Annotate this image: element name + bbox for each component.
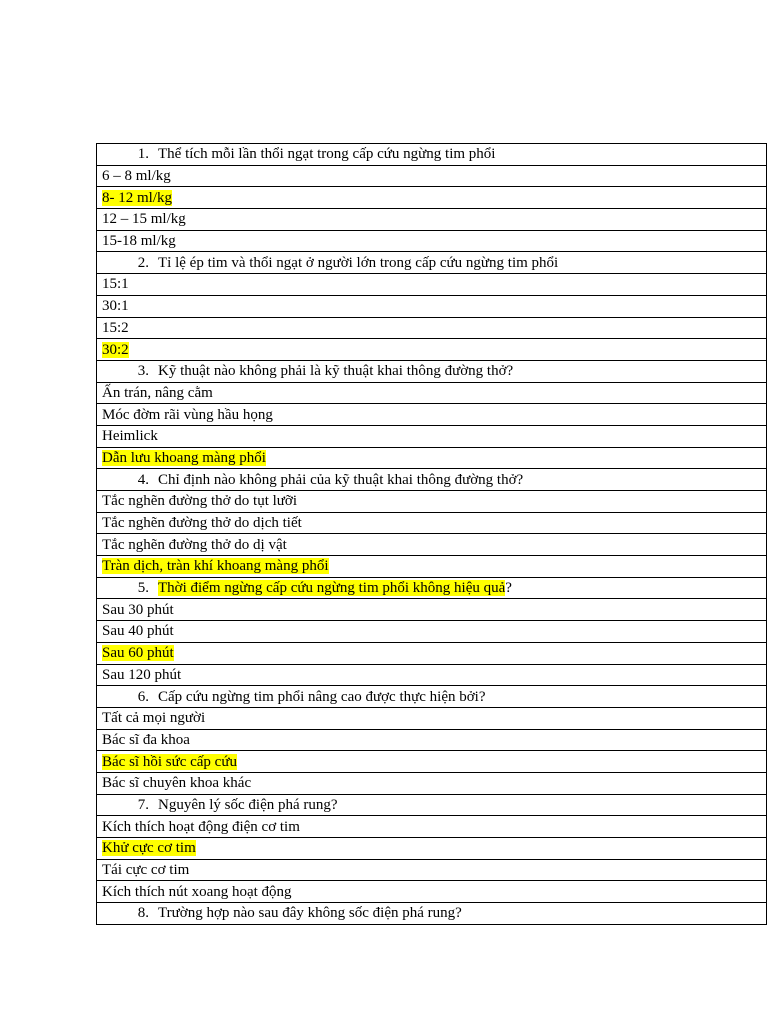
option-text: Kích thích hoạt động điện cơ tim bbox=[102, 818, 300, 835]
option-cell bbox=[97, 621, 767, 643]
quiz-table-body bbox=[97, 144, 767, 925]
option-cell bbox=[97, 295, 767, 317]
option-text: Sau 30 phút bbox=[102, 601, 174, 618]
question-number: 6. bbox=[137, 688, 149, 705]
option-row bbox=[97, 382, 767, 404]
option-text: Bác sĩ đa khoa bbox=[102, 731, 190, 748]
question-text: Thời điểm ngừng cấp cứu ngừng tim phổi không hiệu quả bbox=[158, 580, 506, 597]
question-number: 1. bbox=[137, 146, 149, 163]
question-number: 8. bbox=[137, 905, 149, 922]
option-row bbox=[97, 209, 767, 231]
question-number: 7. bbox=[137, 796, 149, 813]
question-text: Chỉ định nào không phải của kỹ thuật khai thông đường thở? bbox=[158, 471, 524, 488]
option-cell bbox=[97, 317, 767, 339]
option-row bbox=[97, 165, 767, 187]
question-cell bbox=[97, 252, 767, 274]
answer-option-text: Khử cực cơ tim bbox=[102, 840, 196, 857]
quiz-table bbox=[96, 143, 767, 925]
question-cell bbox=[97, 577, 767, 599]
question-cell bbox=[97, 794, 767, 816]
question-text: Nguyên lý sốc điện phá rung? bbox=[158, 796, 338, 813]
question-row bbox=[97, 577, 767, 599]
option-cell bbox=[97, 447, 767, 469]
answer-option-text: 8- 12 ml/kg bbox=[102, 189, 172, 206]
option-cell bbox=[97, 425, 767, 447]
option-cell bbox=[97, 165, 767, 187]
question-row bbox=[97, 360, 767, 382]
option-text: 30:1 bbox=[102, 298, 129, 315]
option-text: Móc đờm rãi vùng hầu họng bbox=[102, 406, 273, 423]
option-row bbox=[97, 859, 767, 881]
option-cell bbox=[97, 664, 767, 686]
question-text: Cấp cứu ngừng tim phổi nâng cao được thực hiện bởi? bbox=[158, 688, 486, 705]
option-row bbox=[97, 404, 767, 426]
option-text: Tái cực cơ tim bbox=[102, 862, 190, 879]
question-cell bbox=[97, 903, 767, 925]
question-cell bbox=[97, 144, 767, 166]
option-row bbox=[97, 621, 767, 643]
option-cell bbox=[97, 512, 767, 534]
option-row bbox=[97, 772, 767, 794]
option-cell bbox=[97, 599, 767, 621]
question-number: 5. bbox=[137, 580, 149, 597]
option-cell bbox=[97, 772, 767, 794]
option-row bbox=[97, 534, 767, 556]
option-text: Ấn trán, nâng cằm bbox=[102, 384, 213, 401]
option-cell bbox=[97, 491, 767, 513]
option-text: Kích thích nút xoang hoạt động bbox=[102, 883, 292, 900]
option-text: 15:2 bbox=[102, 319, 129, 336]
question-cell bbox=[97, 686, 767, 708]
question-row bbox=[97, 903, 767, 925]
option-cell bbox=[97, 339, 767, 361]
option-cell bbox=[97, 534, 767, 556]
option-cell bbox=[97, 707, 767, 729]
option-row bbox=[97, 425, 767, 447]
option-cell bbox=[97, 838, 767, 860]
option-row bbox=[97, 881, 767, 903]
option-text: 6 – 8 ml/kg bbox=[102, 168, 171, 185]
option-cell bbox=[97, 751, 767, 773]
option-row bbox=[97, 187, 767, 209]
option-row bbox=[97, 707, 767, 729]
question-row bbox=[97, 469, 767, 491]
option-cell bbox=[97, 382, 767, 404]
option-cell bbox=[97, 187, 767, 209]
option-row bbox=[97, 751, 767, 773]
option-row bbox=[97, 729, 767, 751]
option-text: Sau 40 phút bbox=[102, 623, 174, 640]
question-cell bbox=[97, 360, 767, 382]
option-row bbox=[97, 317, 767, 339]
question-row bbox=[97, 794, 767, 816]
option-row bbox=[97, 491, 767, 513]
option-cell bbox=[97, 209, 767, 231]
question-suffix: ? bbox=[505, 580, 512, 597]
option-row bbox=[97, 838, 767, 860]
option-text: Tắc nghẽn đường thở do tụt lưỡi bbox=[102, 493, 298, 510]
option-cell bbox=[97, 881, 767, 903]
question-number: 2. bbox=[137, 254, 149, 271]
question-number: 3. bbox=[137, 363, 149, 380]
option-row bbox=[97, 339, 767, 361]
option-text: 15-18 ml/kg bbox=[102, 233, 176, 250]
question-row bbox=[97, 686, 767, 708]
option-text: Tắc nghẽn đường thở do dị vật bbox=[102, 536, 287, 553]
question-text: Thể tích mỗi lần thổi ngạt trong cấp cứu ngừng tim phổi bbox=[158, 146, 496, 163]
answer-option-text: Sau 60 phút bbox=[102, 645, 174, 662]
answer-option-text: 30:2 bbox=[102, 341, 129, 358]
option-text: 15:1 bbox=[102, 276, 129, 293]
option-row bbox=[97, 664, 767, 686]
option-text: Bác sĩ chuyên khoa khác bbox=[102, 775, 252, 792]
option-cell bbox=[97, 729, 767, 751]
question-text: Tỉ lệ ép tim và thổi ngạt ở người lớn trong cấp cứu ngừng tim phổi bbox=[158, 254, 559, 271]
option-row bbox=[97, 230, 767, 252]
option-row bbox=[97, 274, 767, 296]
option-text: 12 – 15 ml/kg bbox=[102, 211, 186, 228]
answer-option-text: Bác sĩ hồi sức cấp cứu bbox=[102, 753, 237, 770]
option-text: Tắc nghẽn đường thở do dịch tiết bbox=[102, 515, 302, 532]
option-cell bbox=[97, 816, 767, 838]
option-row bbox=[97, 447, 767, 469]
option-row bbox=[97, 599, 767, 621]
option-cell bbox=[97, 556, 767, 578]
option-cell bbox=[97, 859, 767, 881]
question-text: Kỹ thuật nào không phải là kỹ thuật khai thông đường thở? bbox=[158, 363, 514, 380]
option-row bbox=[97, 556, 767, 578]
question-row bbox=[97, 144, 767, 166]
answer-option-text: Tràn dịch, tràn khí khoang màng phổi bbox=[102, 558, 329, 575]
answer-option-text: Dẫn lưu khoang màng phổi bbox=[102, 449, 266, 466]
option-row bbox=[97, 816, 767, 838]
option-text: Tất cả mọi người bbox=[102, 710, 206, 727]
option-cell bbox=[97, 642, 767, 664]
option-cell bbox=[97, 274, 767, 296]
option-row bbox=[97, 295, 767, 317]
option-cell bbox=[97, 404, 767, 426]
option-row bbox=[97, 642, 767, 664]
question-number: 4. bbox=[137, 471, 149, 488]
option-text: Heimlick bbox=[102, 428, 158, 445]
option-row bbox=[97, 512, 767, 534]
option-cell bbox=[97, 230, 767, 252]
option-text: Sau 120 phút bbox=[102, 666, 182, 683]
question-text: Trường hợp nào sau đây không sốc điện phá rung? bbox=[158, 905, 462, 922]
question-row bbox=[97, 252, 767, 274]
question-cell bbox=[97, 469, 767, 491]
